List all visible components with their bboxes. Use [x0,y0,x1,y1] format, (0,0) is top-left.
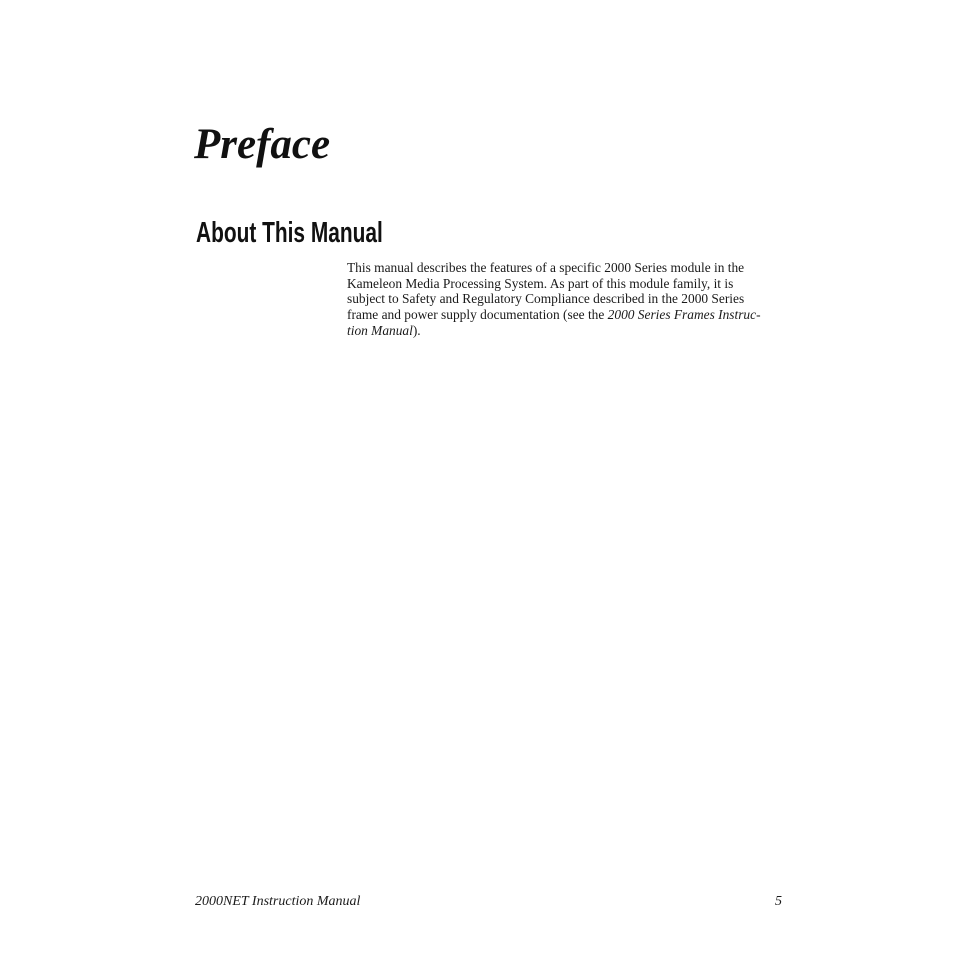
paragraph-line [347,276,797,292]
referenced-manual-title: 2000 Series Frames Instruc- [607,307,761,323]
page-footer [195,894,782,909]
paragraph-text: This manual describes the features of a specific 2000 Series module in the [347,260,745,275]
footer-page-number: 5 [775,894,782,909]
referenced-manual-title: tion Manual [347,322,413,338]
paragraph-text: ). [412,322,421,338]
section-heading: About This Manual [196,217,383,249]
paragraph-line [347,291,797,307]
paragraph-line [347,323,797,339]
paragraph-text: frame and power supply documentation (see the [347,307,608,323]
footer-manual-name: 2000NET Instruction Manual [195,894,361,909]
paragraph-text: subject to Safety and Regulatory Compliance described in the 2000 Series [347,291,745,307]
chapter-title: Preface [194,121,331,168]
paragraph-line [347,260,797,276]
paragraph-text: Kameleon Media Processing System. As part of this module family, it is [347,275,734,291]
paragraph-line [347,307,797,323]
about-paragraph [347,260,797,339]
